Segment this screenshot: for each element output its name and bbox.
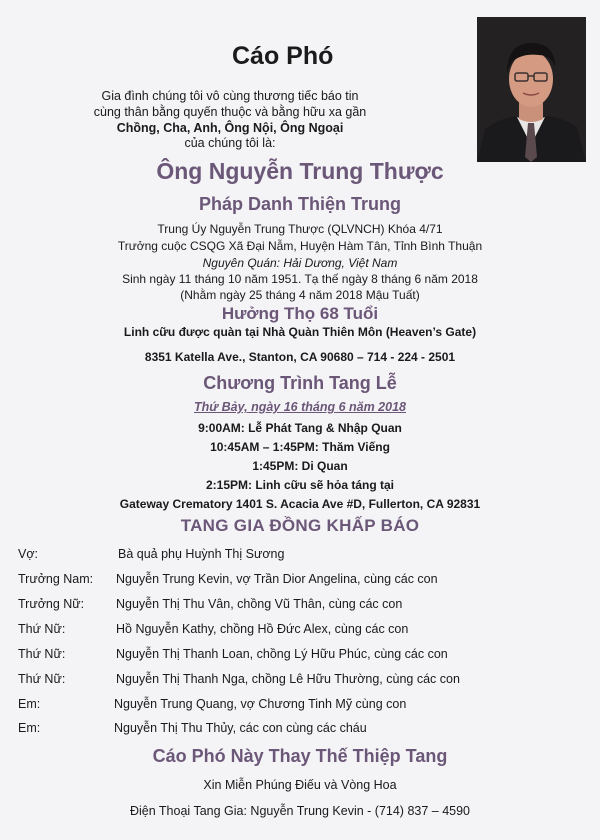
age-heading: Hưởng Thọ 68 Tuổi bbox=[221, 304, 379, 323]
family-label-8: Em: bbox=[18, 721, 41, 735]
lunar-date: (Nhằm ngày 25 tháng 4 năm 2018 Mậu Tuất) bbox=[180, 288, 420, 302]
family-label-7: Em: bbox=[18, 697, 41, 711]
deceased-origin: Nguyên Quán: Hải Dương, Việt Nam bbox=[202, 256, 398, 270]
footer-note: Xin Miễn Phúng Điếu và Vòng Hoa bbox=[203, 778, 397, 792]
intro-line-4: của chúng tôi là: bbox=[184, 136, 276, 150]
page-title: Cáo Phó bbox=[232, 42, 334, 70]
family-label-3: Trưởng Nữ: bbox=[18, 597, 85, 611]
deceased-rank: Trung Úy Nguyễn Trung Thược (QLVNCH) Khóa 4/71 bbox=[157, 222, 443, 236]
birth-death-dates: Sinh ngày 11 tháng 10 năm 1951. Tạ thế ngày 8 tháng 6 năm 2018 bbox=[122, 272, 478, 286]
family-label-5: Thứ Nữ: bbox=[18, 647, 66, 661]
intro-relations: Chồng, Cha, Anh, Ông Nội, Ông Ngoại bbox=[116, 121, 344, 135]
program-item-2: 10:45AM – 1:45PM: Thăm Viếng bbox=[210, 440, 390, 454]
program-item-1: 9:00AM: Lễ Phát Tang & Nhập Quan bbox=[198, 421, 402, 435]
family-value-7: Nguyễn Trung Quang, vợ Chương Tinh Mỹ cùng con bbox=[114, 697, 407, 711]
portrait-icon bbox=[477, 17, 586, 162]
family-label-1: Vợ: bbox=[18, 547, 39, 561]
program-item-3: 1:45PM: Di Quan bbox=[252, 459, 348, 473]
family-value-6: Nguyễn Thị Thanh Nga, chồng Lê Hữu Thường, cùng các con bbox=[116, 672, 460, 686]
program-heading: Chương Trình Tang Lễ bbox=[203, 373, 397, 393]
footer-heading: Cáo Phó Này Thay Thế Thiệp Tang bbox=[152, 746, 448, 766]
funeral-home-line: Linh cữu được quàn tại Nhà Quàn Thiên Môn (Heaven’s Gate) bbox=[123, 325, 477, 339]
family-heading: TANG GIA ĐỒNG KHẤP BÁO bbox=[180, 516, 420, 535]
family-value-3: Nguyễn Thị Thu Vân, chồng Vũ Thân, cùng các con bbox=[116, 597, 403, 611]
family-label-2: Trưởng Nam: bbox=[18, 572, 94, 586]
intro-line-2: cùng thân bằng quyến thuộc và bằng hữu xa gần bbox=[93, 105, 367, 119]
family-value-1: Bà quả phụ Huỳnh Thị Sương bbox=[118, 547, 285, 561]
family-label-4: Thứ Nữ: bbox=[18, 622, 66, 636]
program-item-4: 2:15PM: Linh cữu sẽ hỏa táng tại bbox=[205, 478, 395, 492]
crematory-address: Gateway Crematory 1401 S. Acacia Ave #D, Fullerton, CA 92831 bbox=[119, 497, 481, 511]
family-value-2: Nguyễn Trung Kevin, vợ Trần Dior Angelina, cùng các con bbox=[116, 572, 438, 586]
portrait-photo bbox=[477, 17, 586, 162]
family-value-8: Nguyễn Thị Thu Thủy, các con cùng các cháu bbox=[114, 721, 367, 735]
intro-line-1: Gia đình chúng tôi vô cùng thương tiếc báo tin bbox=[101, 89, 359, 103]
family-value-4: Hồ Nguyễn Kathy, chồng Hồ Đức Alex, cùng các con bbox=[116, 622, 409, 636]
family-phone: Điện Thoại Tang Gia: Nguyễn Trung Kevin - (714) 837 – 4590 bbox=[129, 804, 471, 818]
family-label-6: Thứ Nữ: bbox=[18, 672, 66, 686]
program-date: Thứ Bảy, ngày 16 tháng 6 năm 2018 bbox=[193, 400, 406, 414]
family-value-5: Nguyễn Thị Thanh Loan, chồng Lý Hữu Phúc, cùng các con bbox=[116, 647, 448, 661]
funeral-home-address: 8351 Katella Ave., Stanton, CA 90680 – 714 - 224 - 2501 bbox=[144, 350, 456, 364]
dharma-name: Pháp Danh Thiện Trung bbox=[199, 194, 401, 214]
deceased-name: Ông Nguyễn Trung Thược bbox=[156, 158, 444, 184]
deceased-camp: Trưởng cuộc CSQG Xã Đại Nẫm, Huyện Hàm Tân, Tỉnh Bình Thuận bbox=[117, 239, 483, 253]
